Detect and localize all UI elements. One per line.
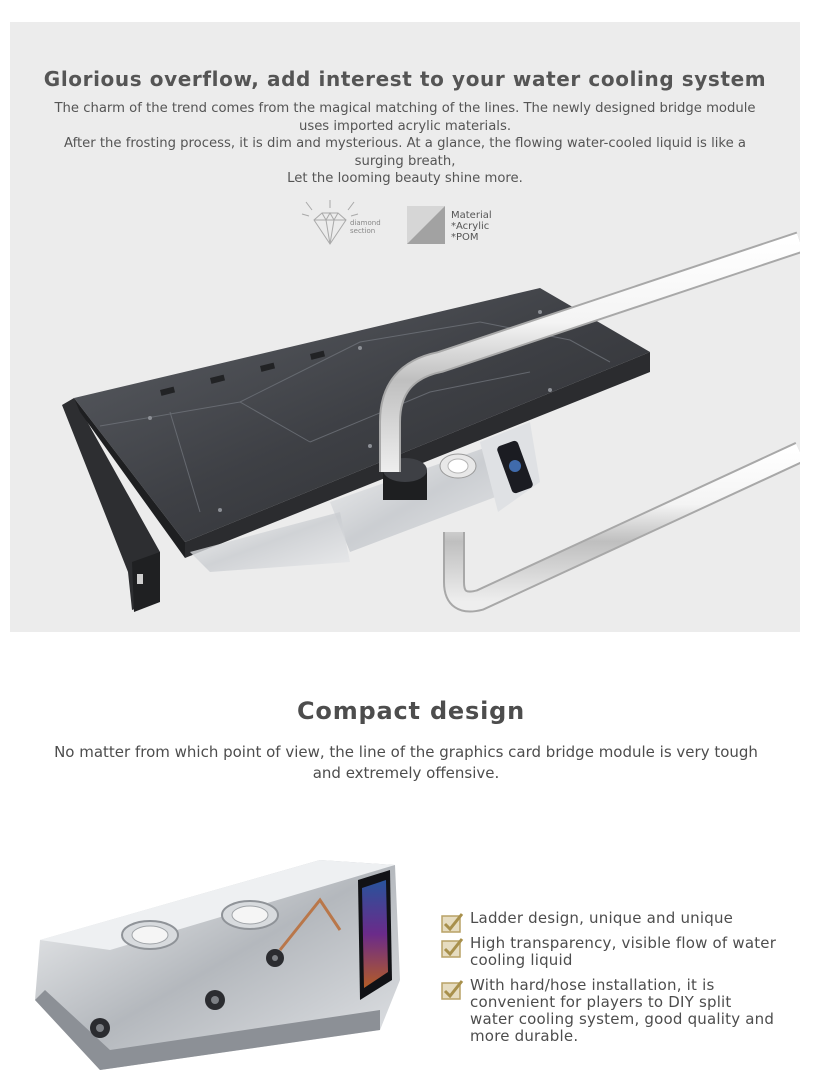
hero-line-1: The charm of the trend comes from the magical matching of the lines. The newly designed bridge module uses imported acrylic materials. [54, 101, 756, 134]
feature-text: Ladder design, unique and unique [470, 909, 734, 927]
feature-item [438, 910, 778, 927]
hero-description [46, 100, 764, 188]
bridge-module-illustration [20, 840, 430, 1080]
feature-item [438, 977, 778, 1045]
hero-panel [10, 22, 800, 632]
diamond-label-line-2: section [350, 227, 376, 235]
material-pom: *POM [451, 232, 479, 243]
checkbox-checked-icon [438, 937, 464, 959]
compact-design-description: No matter from which point of view, the line of the graphics card bridge module is very tough and extremely offensive. [54, 743, 758, 782]
feature-list [438, 910, 778, 1053]
checkbox-checked-icon [438, 979, 464, 1001]
hero-title: Glorious overflow, add interest to your water cooling system [43, 67, 767, 91]
gpu-waterblock-illustration [10, 222, 800, 632]
material-acrylic: *Acrylic [451, 221, 490, 232]
feature-text: High transparency, visible flow of water cooling liquid [470, 934, 777, 969]
feature-text: With hard/hose installation, it is convenient for players to DIY split water cooling system, good quality and more durable. [470, 976, 775, 1045]
diamond-label-line-1: diamond [350, 219, 381, 227]
feature-item [438, 935, 778, 969]
material-title: Material [451, 210, 492, 221]
hero-line-3: Let the looming beauty shine more. [287, 171, 523, 187]
hero-line-2: After the frosting process, it is dim and mysterious. At a glance, the flowing water-cooled liquid is like a surging breath, [64, 136, 746, 169]
compact-design-title: Compact design [297, 697, 525, 725]
checkbox-checked-icon [438, 912, 464, 934]
